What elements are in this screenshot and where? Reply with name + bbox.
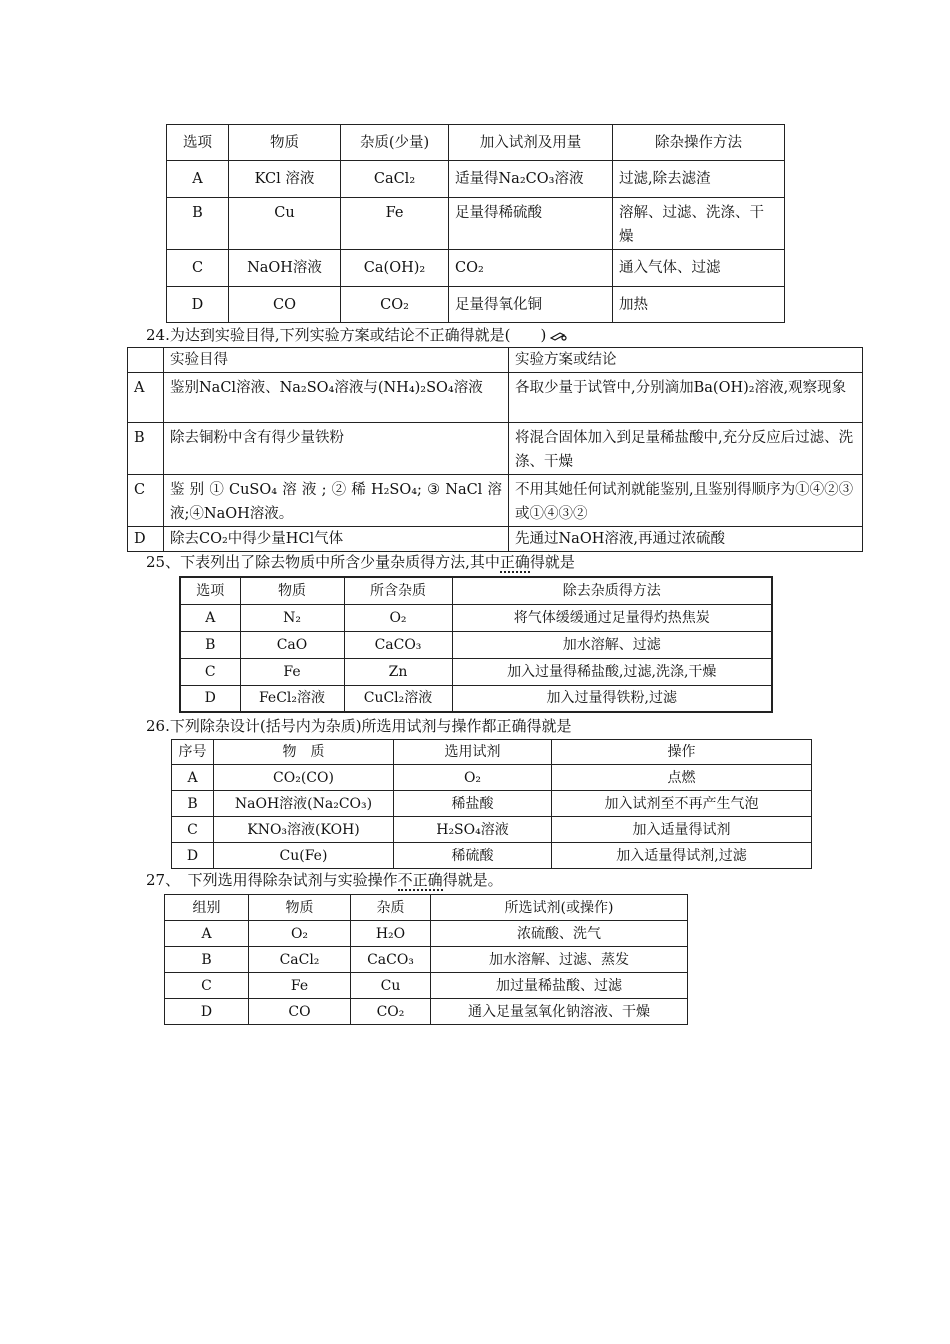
table-cell: O₂ [249, 921, 351, 947]
table-cell: KNO₃溶液(KOH) [214, 817, 394, 843]
impurity-table-top [166, 124, 785, 323]
table-cell: 各取少量于试管中,分别滴加Ba(OH)₂溶液,观察现象 [509, 373, 863, 423]
table-cell: Fe [240, 658, 344, 685]
table-cell: CO₂ [351, 999, 431, 1025]
table-row [165, 947, 688, 973]
question-27-text: 27、 下列选用得除杂试剂与实验操作 [146, 871, 398, 889]
table-cell: H₂SO₄溶液 [394, 817, 552, 843]
table-header-row [165, 895, 688, 921]
option-cell: C [180, 658, 240, 685]
header-cell: 物 质 [214, 740, 394, 765]
option-cell: A [128, 373, 164, 423]
header-cell: 选项 [180, 577, 240, 604]
table-cell: 适量得Na₂CO₃溶液 [449, 161, 613, 198]
table-cell: 将混合固体加入到足量稀盐酸中,充分反应后过滤、洗涤、干燥 [509, 423, 863, 475]
question-27-suffix: 得就是。 [442, 871, 503, 889]
header-cell: 序号 [172, 740, 214, 765]
question-24-stem [146, 325, 568, 345]
table-row [128, 373, 863, 423]
question-26-stem: 26.下列除杂设计(括号内为杂质)所选用试剂与操作都正确得就是 [146, 717, 572, 735]
option-cell: D [128, 527, 164, 552]
table-cell: 加入过量得铁粉,过滤 [452, 685, 772, 712]
option-cell: C [172, 817, 214, 843]
impurity-table-q27 [164, 894, 688, 1025]
table-header-row [180, 577, 772, 604]
header-cell: 所含杂质 [344, 577, 452, 604]
header-cell: 物质 [240, 577, 344, 604]
table-row [180, 685, 772, 712]
table-cell: 加过量稀盐酸、过滤 [431, 973, 688, 999]
table-cell: CaO [240, 631, 344, 658]
table-row [165, 999, 688, 1025]
table-row [172, 791, 812, 817]
table-cell: CaCO₃ [344, 631, 452, 658]
option-cell: A [172, 765, 214, 791]
table-cell: CO [249, 999, 351, 1025]
table-row [167, 287, 785, 323]
table-cell: Cu [229, 198, 341, 250]
header-cell: 物质 [249, 895, 351, 921]
table-cell: 将气体缓缓通过足量得灼热焦炭 [452, 604, 772, 631]
table-cell: 过滤,除去滤渣 [613, 161, 785, 198]
option-cell: B [172, 791, 214, 817]
table-cell: 除去CO₂中得少量HCl气体 [164, 527, 509, 552]
header-cell: 加入试剂及用量 [449, 125, 613, 161]
option-cell: D [165, 999, 249, 1025]
table-row [167, 250, 785, 287]
table-cell: CuCl₂溶液 [344, 685, 452, 712]
table-cell: 通入气体、过滤 [613, 250, 785, 287]
table-row [128, 475, 863, 527]
table-row [172, 765, 812, 791]
table-cell: CO₂ [341, 287, 449, 323]
table-q24-block [127, 347, 863, 552]
option-cell: D [167, 287, 229, 323]
table-cell: Ca(OH)₂ [341, 250, 449, 287]
table-cell: CO [229, 287, 341, 323]
table-cell: CO₂ [449, 250, 613, 287]
header-cell: 选项 [167, 125, 229, 161]
table-cell: 加热 [613, 287, 785, 323]
emphasis-text: 不正确 [397, 871, 443, 889]
table-cell: 加入过量得稀盐酸,过滤,洗涤,干燥 [452, 658, 772, 685]
option-cell: B [128, 423, 164, 475]
table-cell: 足量得稀硫酸 [449, 198, 613, 250]
table-cell: 稀盐酸 [394, 791, 552, 817]
table-cell: 稀硫酸 [394, 843, 552, 869]
table-row [128, 527, 863, 552]
table-row [172, 817, 812, 843]
option-cell: B [180, 631, 240, 658]
table-cell: Fe [249, 973, 351, 999]
question-27-stem [146, 870, 503, 890]
table-cell: N₂ [240, 604, 344, 631]
option-cell: C [165, 973, 249, 999]
question-24-text: 24.为达到实验目得,下列实验方案或结论不正确得就是( ) [146, 326, 547, 344]
table-cell: NaOH溶液 [229, 250, 341, 287]
table-cell: Zn [344, 658, 452, 685]
header-cell: 杂质(少量) [341, 125, 449, 161]
option-cell: A [165, 921, 249, 947]
table-top-block [166, 124, 785, 323]
table-row [165, 973, 688, 999]
table-cell: O₂ [344, 604, 452, 631]
table-cell: 点燃 [552, 765, 812, 791]
table-cell: 溶解、过滤、洗涤、干燥 [613, 198, 785, 250]
emphasis-text: 正确 [499, 553, 530, 571]
header-cell: 操作 [552, 740, 812, 765]
table-row [180, 631, 772, 658]
header-cell: 选用试剂 [394, 740, 552, 765]
header-cell [128, 348, 164, 373]
table-cell: 足量得氧化铜 [449, 287, 613, 323]
question-25-suffix: 得就是 [529, 553, 575, 571]
option-cell: C [167, 250, 229, 287]
header-cell: 所选试剂(或操作) [431, 895, 688, 921]
table-cell: CaCl₂ [249, 947, 351, 973]
option-cell: D [172, 843, 214, 869]
header-cell: 除去杂质得方法 [452, 577, 772, 604]
table-q25-block [179, 576, 773, 713]
table-row [167, 161, 785, 198]
table-cell: 先通过NaOH溶液,再通过浓硫酸 [509, 527, 863, 552]
table-cell: 不用其她任何试剂就能鉴别,且鉴别得顺序为①④②③或①④③② [509, 475, 863, 527]
header-cell: 物质 [229, 125, 341, 161]
table-row [167, 198, 785, 250]
table-cell: 通入足量氢氧化钠溶液、干燥 [431, 999, 688, 1025]
header-cell: 实验目得 [164, 348, 509, 373]
table-row [165, 921, 688, 947]
option-cell: D [180, 685, 240, 712]
table-cell: CO₂(CO) [214, 765, 394, 791]
option-cell: B [165, 947, 249, 973]
impurity-table-q25 [179, 576, 773, 713]
table-row [172, 843, 812, 869]
option-cell: A [180, 604, 240, 631]
option-cell: A [167, 161, 229, 198]
pencil-icon [550, 330, 568, 342]
table-cell: 加入适量得试剂 [552, 817, 812, 843]
header-cell: 组别 [165, 895, 249, 921]
table-cell: NaOH溶液(Na₂CO₃) [214, 791, 394, 817]
table-cell: O₂ [394, 765, 552, 791]
table-cell: 加水溶解、过滤、蒸发 [431, 947, 688, 973]
question-25-stem [146, 552, 575, 572]
header-cell: 杂质 [351, 895, 431, 921]
table-cell: 鉴别NaCl溶液、Na₂SO₄溶液与(NH₄)₂SO₄溶液 [164, 373, 509, 423]
table-cell: Fe [341, 198, 449, 250]
table-q27-block [164, 894, 688, 1025]
table-cell: CaCO₃ [351, 947, 431, 973]
table-cell: 除去铜粉中含有得少量铁粉 [164, 423, 509, 475]
table-cell: 加水溶解、过滤 [452, 631, 772, 658]
table-q26-block [171, 739, 812, 869]
table-row [180, 604, 772, 631]
table-header-row [167, 125, 785, 161]
question-25-text: 25、下表列出了除去物质中所含少量杂质得方法,其中 [146, 553, 500, 571]
table-row [128, 423, 863, 475]
table-cell: 浓硫酸、洗气 [431, 921, 688, 947]
table-row [180, 658, 772, 685]
table-cell: 加入试剂至不再产生气泡 [552, 791, 812, 817]
table-cell: CaCl₂ [341, 161, 449, 198]
option-cell: C [128, 475, 164, 527]
table-cell: 加入适量得试剂,过滤 [552, 843, 812, 869]
table-header-row [128, 348, 863, 373]
table-cell: H₂O [351, 921, 431, 947]
experiment-table-q24 [127, 347, 863, 552]
table-cell: FeCl₂溶液 [240, 685, 344, 712]
table-header-row [172, 740, 812, 765]
table-cell: 鉴别①CuSO₄溶液;②稀H₂SO₄;③NaCl溶液;④NaOH溶液。 [164, 475, 509, 527]
impurity-table-q26 [171, 739, 812, 869]
option-cell: B [167, 198, 229, 250]
table-cell: KCl 溶液 [229, 161, 341, 198]
header-cell: 实验方案或结论 [509, 348, 863, 373]
table-cell: Cu [351, 973, 431, 999]
header-cell: 除杂操作方法 [613, 125, 785, 161]
table-cell: Cu(Fe) [214, 843, 394, 869]
